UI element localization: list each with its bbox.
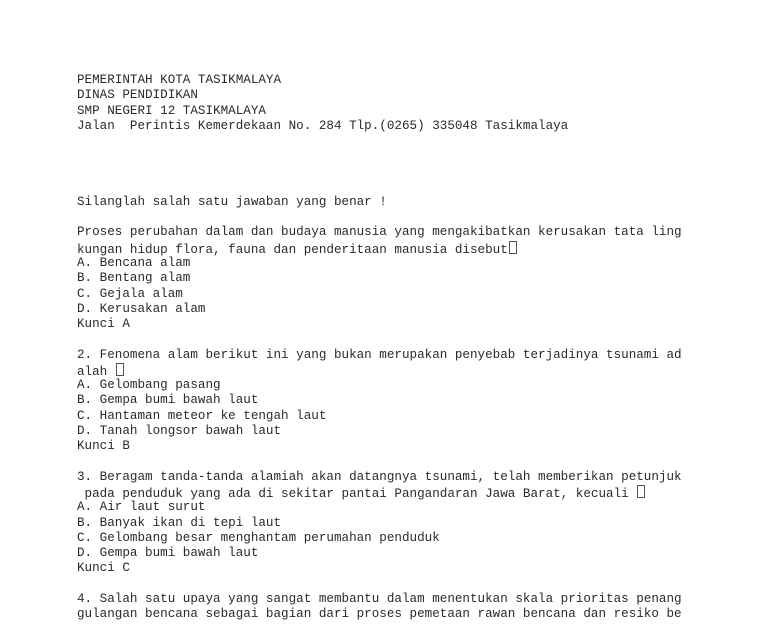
option-a: A. Bencana alam xyxy=(77,256,191,271)
question-4 xyxy=(77,592,717,623)
option-a: A. Gelombang pasang xyxy=(77,378,221,393)
option-c: C. Gelombang besar menghantam perumahan penduduk xyxy=(77,530,440,545)
question-text: 3. Beragam tanda-tanda alamiah akan datangnya tsunami, telah memberikan petunjuk xyxy=(77,469,682,484)
question-1 xyxy=(77,225,717,332)
option-a: A. Air laut surut xyxy=(77,500,206,515)
answer-key: Kunci B xyxy=(77,439,130,454)
missing-glyph-icon xyxy=(637,485,645,498)
missing-glyph-icon xyxy=(116,363,124,376)
option-b: B. Banyak ikan di tepi laut xyxy=(77,515,282,530)
question-2 xyxy=(77,348,717,455)
option-b: B. Bentang alam xyxy=(77,271,191,286)
letterhead-address: Jalan Perintis Kemerdekaan No. 284 Tlp.(0265) 335048 Tasikmalaya xyxy=(77,118,569,133)
question-text-tail: kungan hidup flora, fauna dan penderitaan manusia disebut xyxy=(77,242,508,257)
question-text: 2. Fenomena alam berikut ini yang bukan merupakan penyebab terjadinya tsunami ad xyxy=(77,347,682,362)
question-3 xyxy=(77,470,717,577)
question-text-tail: alah xyxy=(77,364,115,379)
instruction-text: Silanglah salah satu jawaban yang benar ! xyxy=(77,195,387,210)
answer-key: Kunci C xyxy=(77,561,130,576)
question-text-cont xyxy=(77,241,717,256)
question-text: 4. Salah satu upaya yang sangat membantu dalam menentukan skala prioritas penang xyxy=(77,591,682,606)
letterhead-school: SMP NEGERI 12 TASIKMALAYA xyxy=(77,103,266,118)
question-text-cont xyxy=(77,363,717,378)
question-text: Proses perubahan dalam dan budaya manusia yang mengakibatkan kerusakan tata ling xyxy=(77,225,682,240)
letterhead xyxy=(77,73,717,134)
option-d: D. Tanah longsor bawah laut xyxy=(77,424,282,439)
option-c: C. Hantaman meteor ke tengah laut xyxy=(77,408,327,423)
document-page xyxy=(77,73,717,637)
letterhead-department: DINAS PENDIDIKAN xyxy=(77,88,198,103)
answer-key: Kunci A xyxy=(77,317,130,332)
missing-glyph-icon xyxy=(509,241,517,254)
option-d: D. Gempa bumi bawah laut xyxy=(77,546,259,561)
question-text-cont: gulangan bencana sebagai bagian dari proses pemetaan rawan bencana dan resiko be xyxy=(77,607,682,622)
question-text-tail: pada penduduk yang ada di sekitar pantai Pangandaran Jawa Barat, kecuali xyxy=(77,486,637,501)
question-text-cont xyxy=(77,485,717,500)
option-c: C. Gejala alam xyxy=(77,286,183,301)
option-b: B. Gempa bumi bawah laut xyxy=(77,393,259,408)
option-d: D. Kerusakan alam xyxy=(77,301,206,316)
letterhead-government: PEMERINTAH KOTA TASIKMALAYA xyxy=(77,73,282,87)
